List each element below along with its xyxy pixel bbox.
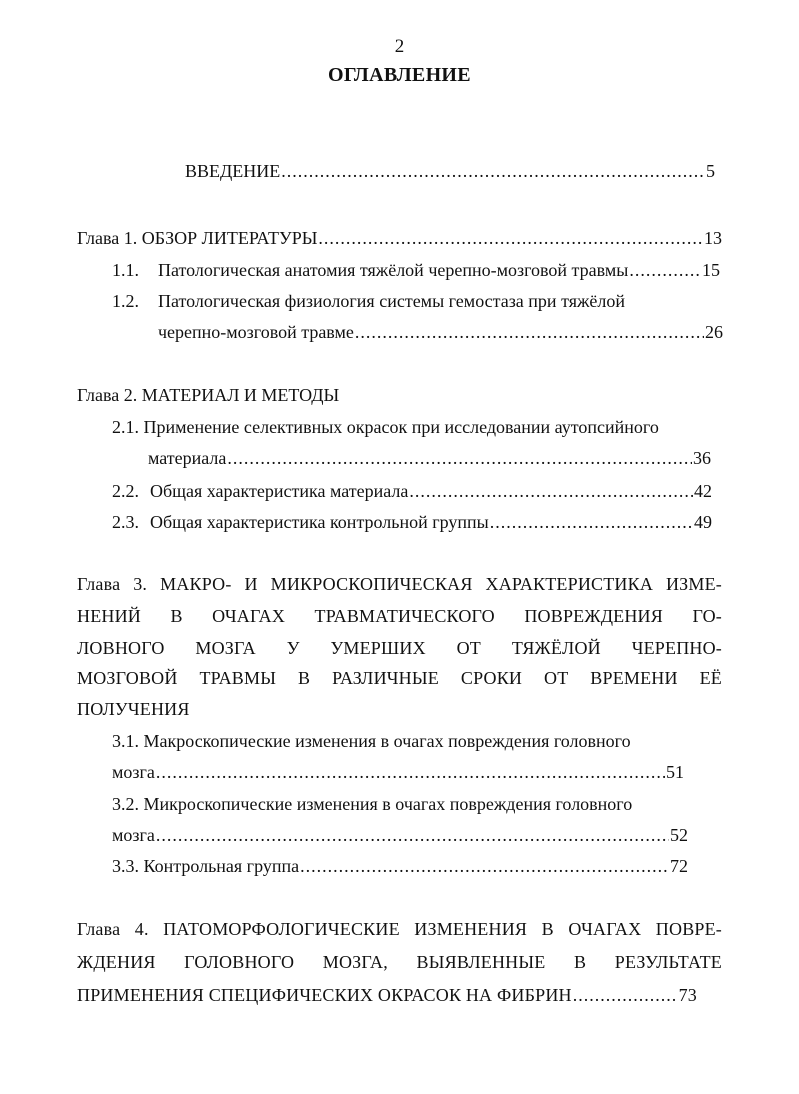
toc-entry-label: ВВЕДЕНИЕ bbox=[185, 161, 281, 181]
toc-entry-3-3[interactable] bbox=[112, 855, 688, 877]
toc-entry-chapter-3-line5[interactable]: ПОЛУЧЕНИЯ bbox=[77, 699, 190, 719]
dot-leader bbox=[281, 160, 705, 182]
toc-page-number: 49 bbox=[694, 512, 712, 532]
toc-entry-2-2[interactable] bbox=[112, 480, 712, 502]
toc-entry-chapter-4-line1[interactable]: Глава 4. ПАТОМОРФОЛОГИЧЕСКИЕ ИЗМЕНЕНИЯ В ОЧАГАХ ПОВРЕ- bbox=[77, 919, 722, 939]
toc-entry-2-3[interactable] bbox=[112, 511, 712, 533]
toc-entry-number: 1.2. bbox=[112, 291, 139, 311]
toc-entry-3-2-line2[interactable] bbox=[112, 824, 688, 846]
toc-entry-label: 2.2. Общая характеристика материала bbox=[112, 481, 409, 501]
toc-page-number: 51 bbox=[666, 762, 684, 782]
dot-leader bbox=[629, 259, 701, 281]
toc-entry-1-2-line2[interactable] bbox=[158, 321, 723, 343]
toc-entry-label: мозга bbox=[112, 762, 155, 782]
toc-entry-chapter-3-line4[interactable]: МОЗГОВОЙ ТРАВМЫ В РАЗЛИЧНЫЕ СРОКИ ОТ ВРЕМЕНИ ЕЁ bbox=[77, 668, 722, 688]
dot-leader bbox=[409, 480, 693, 502]
toc-entry-label: материала bbox=[148, 448, 227, 468]
toc-page-number: 72 bbox=[670, 856, 688, 876]
page-number: 2 bbox=[394, 36, 405, 57]
toc-entry-chapter-4-line3[interactable] bbox=[77, 984, 697, 1006]
toc-entry-1-2-line1[interactable] bbox=[112, 290, 720, 312]
toc-page-number: 26 bbox=[705, 322, 723, 342]
toc-page-number: 5 bbox=[706, 161, 715, 181]
toc-entry-3-1-line1[interactable]: 3.1. Макроскопические изменения в очагах повреждения головного bbox=[112, 731, 631, 751]
toc-entry-label: ПРИМЕНЕНИЯ СПЕЦИФИЧЕСКИХ ОКРАСОК НА ФИБРИН bbox=[77, 985, 572, 1005]
toc-entry-chapter-2[interactable]: Глава 2. МАТЕРИАЛ И МЕТОДЫ bbox=[77, 385, 340, 405]
dot-leader bbox=[318, 227, 703, 249]
toc-entry-chapter-3-line2[interactable]: НЕНИЙ В ОЧАГАХ ТРАВМАТИЧЕСКОГО ПОВРЕЖДЕНИЯ ГО- bbox=[77, 606, 722, 626]
toc-entry-2-1-line2[interactable] bbox=[148, 447, 711, 469]
dot-leader bbox=[573, 984, 678, 1006]
toc-entry-3-2-line1[interactable]: 3.2. Микроскопические изменения в очагах повреждения головного bbox=[112, 794, 633, 814]
toc-entry-label: черепно-мозговой травме bbox=[158, 322, 354, 342]
dot-leader bbox=[300, 855, 669, 877]
toc-entry-label: 3.3. Контрольная группа bbox=[112, 856, 300, 876]
toc-page-number: 73 bbox=[678, 985, 697, 1005]
toc-page-number: 15 bbox=[702, 260, 720, 280]
toc-entry-label: 2.3. Общая характеристика контрольной группы bbox=[112, 512, 489, 532]
toc-entry-label: Глава 1. ОБЗОР ЛИТЕРАТУРЫ bbox=[77, 228, 318, 248]
toc-entry-label: 1.1. Патологическая анатомия тяжёлой черепно-мозговой травмы bbox=[112, 260, 629, 280]
toc-entry-chapter-4-line2[interactable]: ЖДЕНИЯ ГОЛОВНОГО МОЗГА, ВЫЯВЛЕННЫЕ В РЕЗУЛЬТАТЕ bbox=[77, 952, 722, 972]
toc-entry-chapter-3-line3[interactable]: ЛОВНОГО МОЗГА У УМЕРШИХ ОТ ТЯЖЁЛОЙ ЧЕРЕПНО- bbox=[77, 638, 722, 658]
toc-entry-chapter-3-line1[interactable]: Глава 3. МАКРО- И МИКРОСКОПИЧЕСКАЯ ХАРАКТЕРИСТИКА ИЗМЕ- bbox=[77, 574, 722, 594]
toc-entry-label: мозга bbox=[112, 825, 155, 845]
page-title: ОГЛАВЛЕНИЕ bbox=[328, 64, 471, 86]
toc-page-number: 52 bbox=[670, 825, 688, 845]
dot-leader bbox=[355, 321, 704, 343]
dot-leader bbox=[156, 824, 669, 846]
toc-entry-1-1[interactable] bbox=[112, 259, 720, 281]
toc-entry-label: Патологическая физиология системы гемостаза при тяжёлой bbox=[158, 291, 626, 311]
dot-leader bbox=[490, 511, 693, 533]
toc-entry-2-1-line1[interactable]: 2.1. Применение селективных окрасок при исследовании аутопсийного bbox=[112, 417, 659, 437]
toc-page-number: 13 bbox=[704, 228, 722, 248]
dot-leader bbox=[227, 447, 692, 469]
toc-page-number: 42 bbox=[694, 481, 712, 501]
toc-entry-introduction[interactable] bbox=[185, 160, 715, 182]
toc-page-number: 36 bbox=[693, 448, 711, 468]
toc-entry-chapter-1[interactable] bbox=[77, 227, 722, 249]
dot-leader bbox=[156, 761, 665, 783]
toc-entry-3-1-line2[interactable] bbox=[112, 761, 684, 783]
